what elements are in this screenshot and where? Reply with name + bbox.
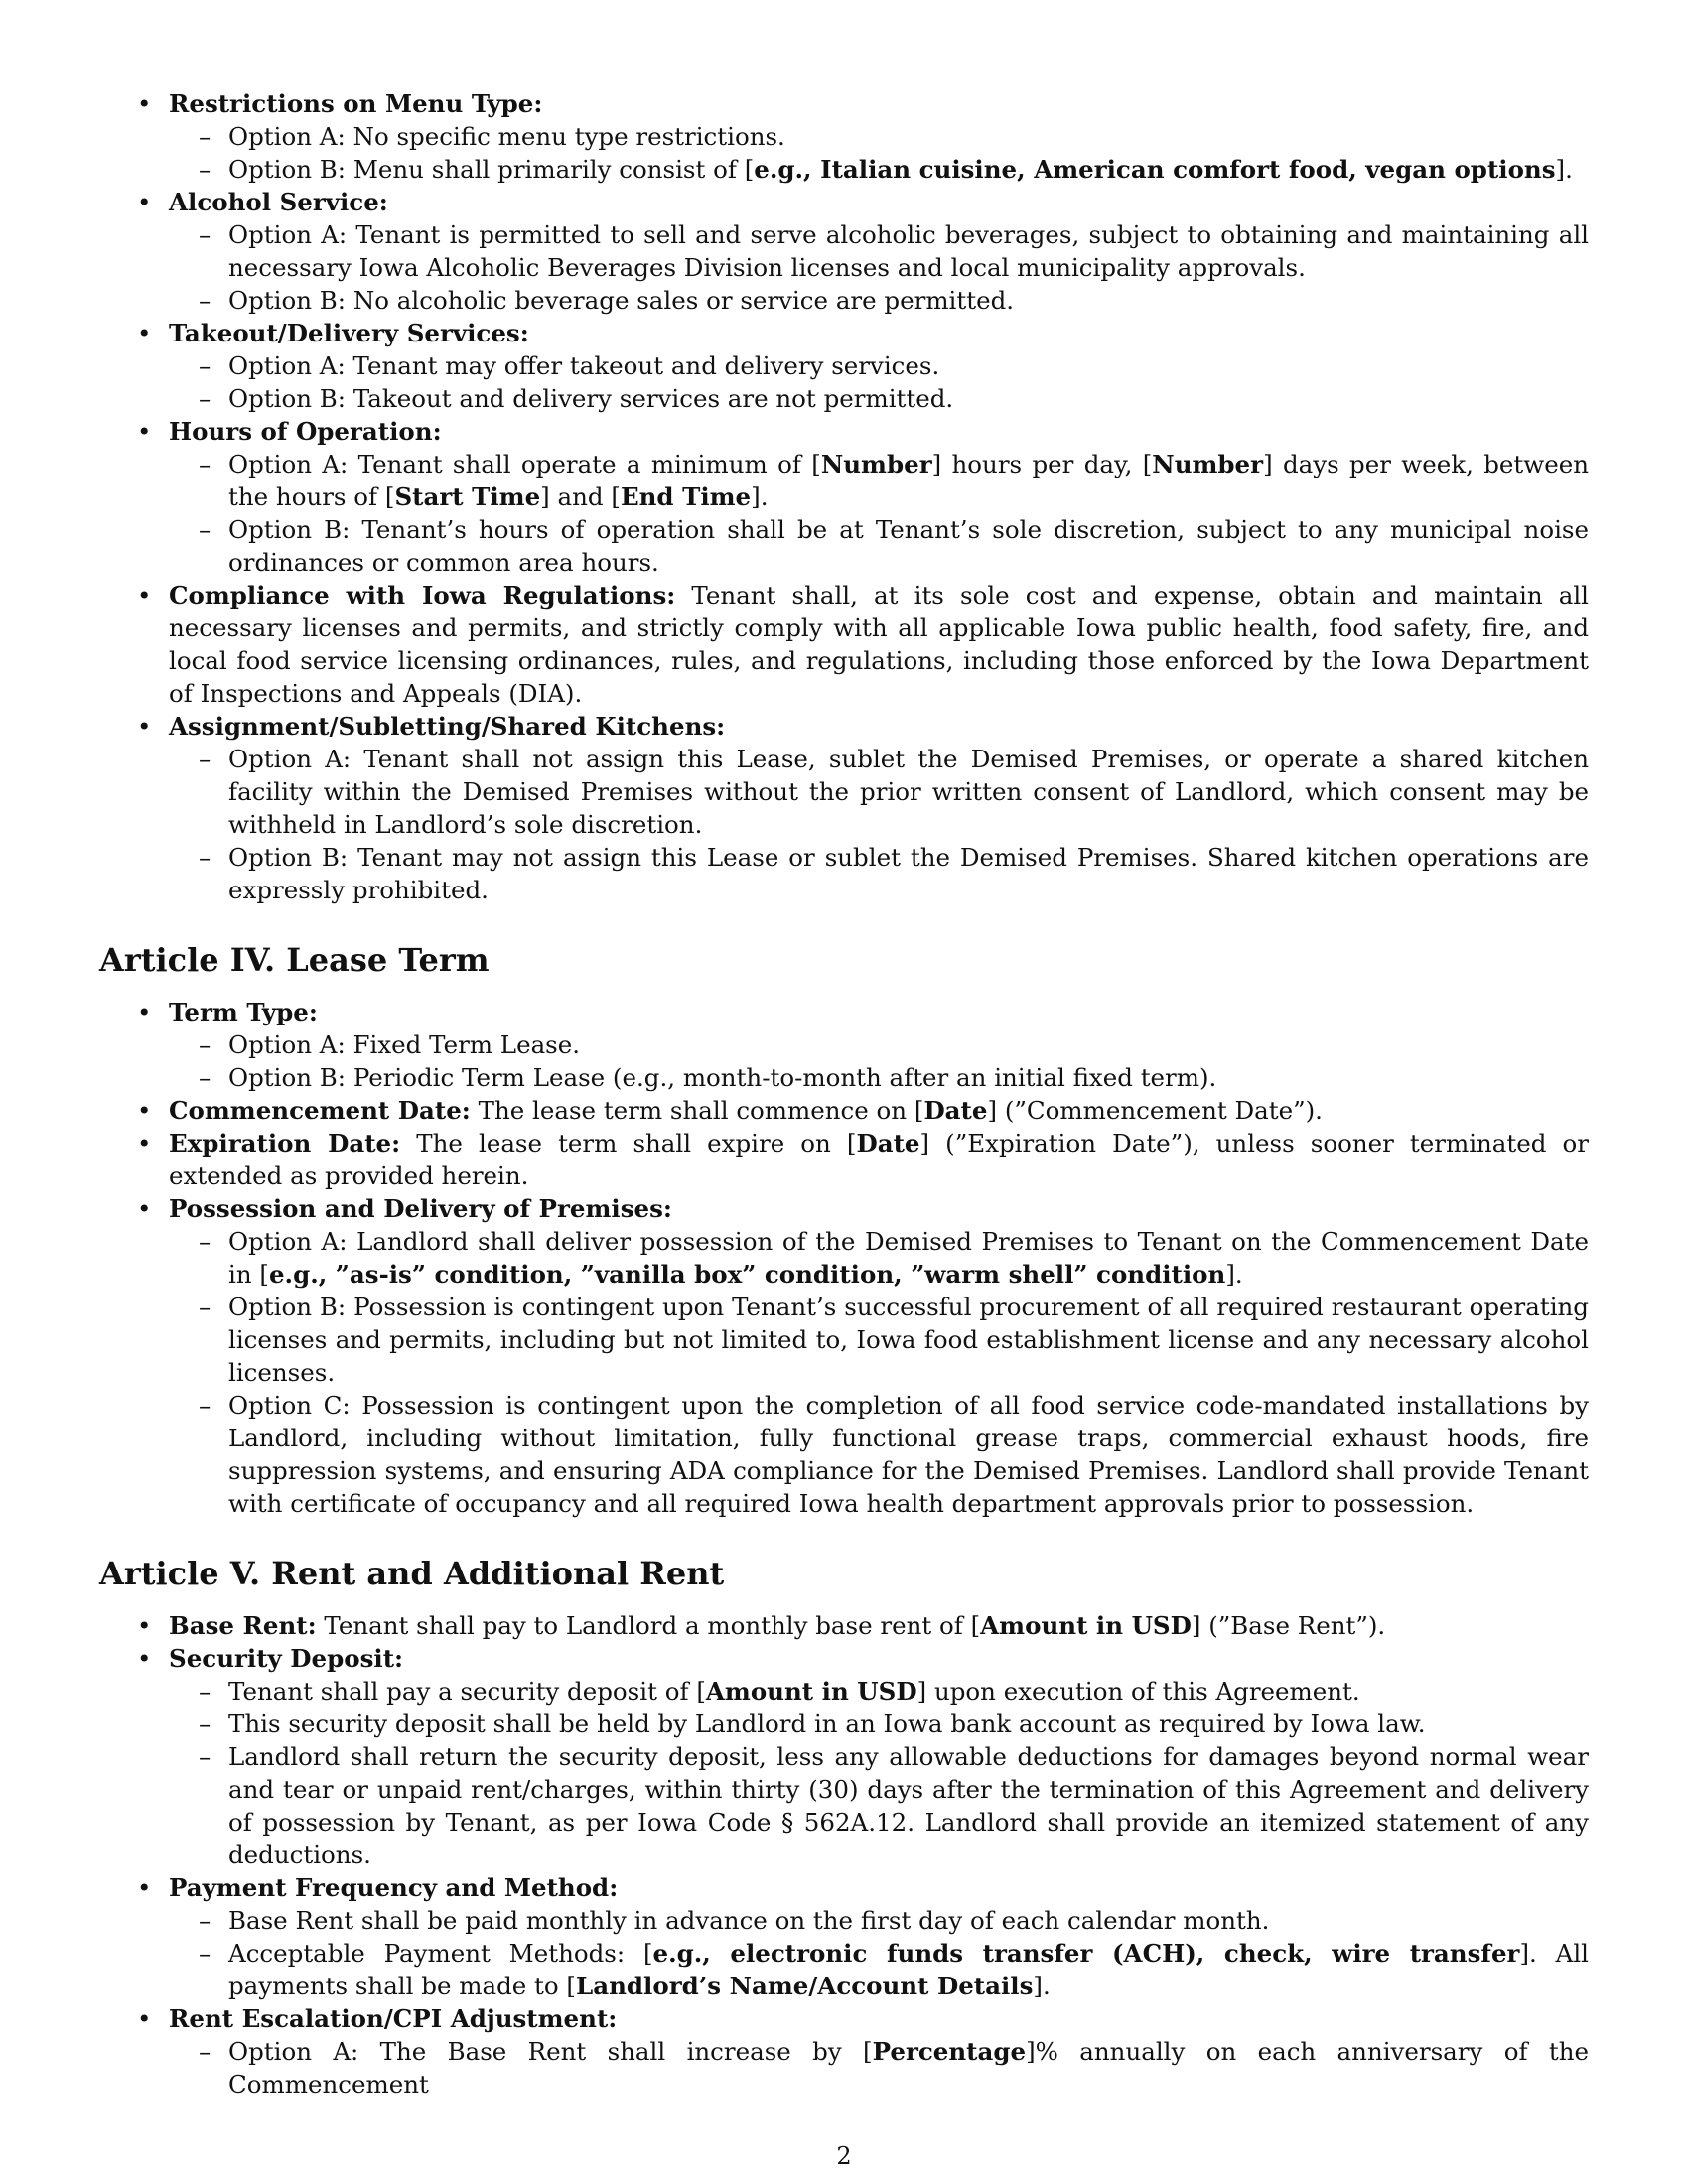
list-item [99,710,1589,906]
clause-label: Security Deposit: [169,1644,404,1673]
option-list [169,2035,1589,2101]
placeholder-field: Start Time [394,482,541,511]
option-item: – Option B: Possession is contingent upon Tenant’s successful procurement of all required restaurant operating licenses and permits, including but not limited to, Iowa food establishment license and any necessary alcohol licenses. [169,1291,1589,1389]
clause-label: Possession and Delivery of Premises: [169,1194,672,1223]
option-item: – Option A: Tenant shall operate a minimum of [Number] hours per day, [Number] days per week, between the hours of [Start Time] and [End Time]. [169,448,1589,513]
placeholder-field: Date [923,1096,988,1125]
option-item: – Option B: Takeout and delivery services are not permitted. [169,382,1589,415]
clause-label: Rent Escalation/CPI Adjustment: [169,2004,618,2033]
option-list [169,743,1589,906]
clause-label: Term Type: [169,998,318,1026]
clause-label: Payment Frequency and Method: [169,1873,619,1902]
placeholder-field: Date [856,1129,920,1158]
list-item [99,415,1589,579]
option-item: – Option B: Menu shall primarily consist of [e.g., Italian cuisine, American comfort food, vegan options]. [169,153,1589,186]
option-item: – Landlord shall return the security deposit, less any allowable deductions for damages beyond normal wear and tear or unpaid rent/charges, within thirty (30) days after the termination of this Agreement and delivery of possession by Tenant, as per Iowa Code § 562A.12. Landlord shall provide an itemized statement of any deductions. [169,1740,1589,1871]
option-item: – Option A: Tenant shall not assign this Lease, sublet the Demised Premises, or operate a shared kitchen facility within the Demised Premises without the prior written consent of Landlord, which consent may be withheld in Landlord’s sole discretion. [169,743,1589,841]
article-v-heading: Article V. Rent and Additional Rent [99,1555,725,1592]
option-list [169,1225,1589,1520]
clause-label: Takeout/Delivery Services: [169,319,529,347]
list-item [99,2002,1589,2101]
option-list [169,120,1589,186]
article-iv-heading: Article IV. Lease Term [99,941,490,979]
list-item [99,87,1589,186]
placeholder-field: Percentage [872,2037,1027,2066]
placeholder-field: e.g., ”as-is” condition, ”vanilla box” condition, ”warm shell” condition [268,1260,1226,1289]
document-page [99,87,1589,2101]
option-item: – Option C: Possession is contingent upon the completion of all food service code-mandated installations by Landlord, including without limitation, fully functional grease traps, commercial exhaust hoods, fire suppression systems, and ensuring ADA compliance for the Demised Premises. Landlord shall provide Tenant with certificate of occupancy and all required Iowa health department approvals prior to possession. [169,1389,1589,1520]
option-item: – Option B: No alcoholic beverage sales or service are permitted. [169,284,1589,317]
option-item: – Option A: No specific menu type restrictions. [169,120,1589,153]
list-item [99,1642,1589,1871]
clause-label: Base Rent: [169,1611,317,1640]
option-item: – Option A: Tenant is permitted to sell and serve alcoholic beverages, subject to obtaining and maintaining all necessary Iowa Alcoholic Beverages Division licenses and local municipality approvals. [169,218,1589,284]
continued-clause-list [99,87,1589,906]
option-item: – Option B: Tenant’s hours of operation shall be at Tenant’s sole discretion, subject to any municipal noise ordinances or common area hours. [169,513,1589,579]
clause-label: Hours of Operation: [169,417,442,446]
article-iv-list [99,996,1589,1520]
option-item: – Option A: Tenant may offer takeout and delivery services. [169,349,1589,382]
clause-label: Assignment/Subletting/Shared Kitchens: [169,712,726,741]
placeholder-field: Amount in USD [705,1677,917,1706]
option-list [169,1904,1589,2002]
list-item [99,317,1589,415]
option-item: – Option A: Fixed Term Lease. [169,1028,1589,1061]
list-item [99,996,1589,1094]
option-item: – This security deposit shall be held by Landlord in an Iowa bank account as required by Iowa law. [169,1707,1589,1740]
clause-label: Alcohol Service: [169,188,388,216]
option-item: – Option A: The Base Rent shall increase by [Percentage]% annually on each anniversary of the Commencement [169,2035,1589,2101]
placeholder-field: Landlord’s Name/Account Details [576,1972,1034,2000]
clause-label: Compliance with Iowa Regulations: [169,581,676,610]
list-item [99,1871,1589,2002]
clause-text: Tenant shall, at its sole cost and expense, obtain and maintain all necessary licenses and permits, and strictly comply with all applicable Iowa public health, food safety, fire, and local food service licensing ordinances, rules, and regulations, including those enforced by the Iowa Department of Inspections and Appeals (DIA). [169,581,1589,708]
option-item: – Option B: Periodic Term Lease (e.g., month-to-month after an initial fixed term). [169,1061,1589,1094]
option-list [169,1675,1589,1871]
list-item [99,579,1589,710]
option-item: – Option B: Tenant may not assign this Lease or sublet the Demised Premises. Shared kitchen operations are expressly prohibited. [169,841,1589,906]
list-item: • Base Rent: Tenant shall pay to Landlord a monthly base rent of [Amount in USD] (”Base Rent”). [99,1609,1589,1642]
option-list [169,448,1589,579]
option-item: – Base Rent shall be paid monthly in advance on the first day of each calendar month. [169,1904,1589,1937]
clause-label: Expiration Date: [169,1129,401,1158]
list-item: • Expiration Date: The lease term shall expire on [Date] (”Expiration Date”), unless sooner terminated or extended as provided herein. [99,1127,1589,1192]
list-item: • Commencement Date: The lease term shall commence on [Date] (”Commencement Date”). [99,1094,1589,1127]
option-item: – Tenant shall pay a security deposit of [Amount in USD] upon execution of this Agreement. [169,1675,1589,1707]
article-v-list [99,1609,1589,2101]
list-item [99,186,1589,317]
option-item: – Acceptable Payment Methods: [e.g., electronic funds transfer (ACH), check, wire transfer]. All payments shall be made to [Landlord’s Name/Account Details]. [169,1937,1589,2002]
placeholder-field: Amount in USD [980,1611,1192,1640]
option-list [169,349,1589,415]
clause-label: Restrictions on Menu Type: [169,89,543,118]
placeholder-field: Number [820,450,932,478]
page-number: 2 [836,2142,852,2170]
placeholder-field: e.g., electronic funds transfer (ACH), check, wire transfer [652,1939,1520,1968]
placeholder-field: Number [1152,450,1264,478]
option-item: – Option A: Landlord shall deliver possession of the Demised Premises to Tenant on the Commencement Date in [e.g., ”as-is” condition, ”vanilla box” condition, ”warm shell” condition]. [169,1225,1589,1291]
placeholder-field: e.g., Italian cuisine, American comfort food, vegan options [754,155,1556,184]
placeholder-field: End Time [620,482,752,511]
option-list [169,1028,1589,1094]
clause-label: Commencement Date: [169,1096,471,1125]
list-item [99,1192,1589,1520]
option-list [169,218,1589,317]
